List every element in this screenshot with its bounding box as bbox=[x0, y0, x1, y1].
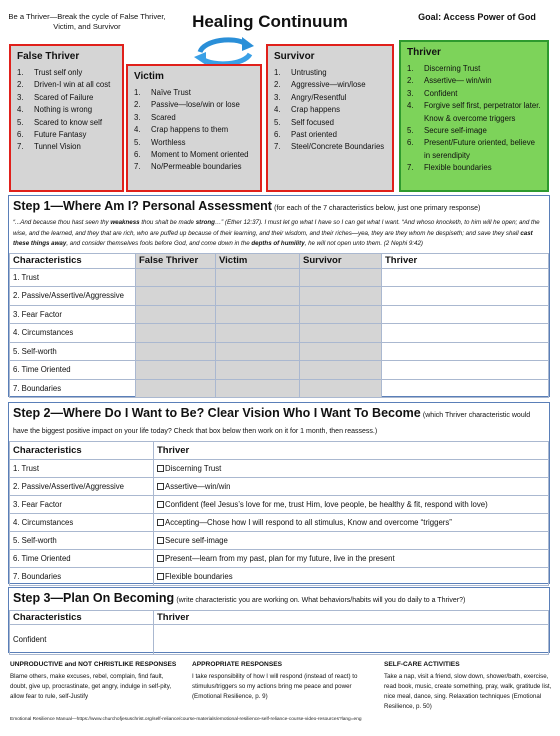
checkbox-icon[interactable] bbox=[157, 465, 164, 472]
thriver-cell[interactable] bbox=[382, 287, 549, 306]
list-item bbox=[407, 137, 541, 162]
item-number: 3. bbox=[274, 92, 281, 102]
item-number: 5. bbox=[274, 117, 281, 127]
victim-cell[interactable] bbox=[216, 268, 300, 287]
item-number: 1. bbox=[407, 64, 414, 73]
table-row bbox=[10, 287, 549, 306]
col-survivor: Survivor bbox=[300, 253, 382, 268]
step2-note: (which Thriver characteristic would have the biggest positive impact on your life today? Check that box below then work on it for 1 month, then reassess.) bbox=[13, 412, 531, 435]
thriver-list bbox=[407, 63, 541, 175]
cycle-arrows-icon bbox=[190, 32, 260, 68]
characteristic-cell: 2. Passive/Assertive/Aggressive bbox=[10, 287, 136, 306]
item-text: Crap happens bbox=[291, 105, 340, 115]
item-number: 2. bbox=[134, 100, 141, 110]
table-row bbox=[10, 514, 549, 532]
survivor-cell[interactable] bbox=[300, 379, 382, 398]
survivor-cell[interactable] bbox=[300, 287, 382, 306]
item-text: No/Permeable boundaries bbox=[151, 162, 242, 172]
survivor-cell[interactable] bbox=[300, 342, 382, 361]
item-number: 4. bbox=[134, 125, 141, 135]
list-item bbox=[407, 125, 541, 137]
item-number: 7. bbox=[407, 163, 414, 173]
false-thriver-cell[interactable] bbox=[136, 342, 216, 361]
characteristic-cell: 4. Circumstances bbox=[10, 324, 136, 343]
list-item bbox=[274, 117, 386, 129]
victim-cell[interactable] bbox=[216, 324, 300, 343]
quote-bold: weakness bbox=[110, 219, 140, 226]
survivor-title: Survivor bbox=[274, 51, 315, 62]
unproductive-responses bbox=[10, 660, 182, 702]
table-row bbox=[10, 496, 549, 514]
thriver-option-text: Secure self-image bbox=[165, 536, 228, 545]
item-number: 3. bbox=[17, 92, 24, 102]
item-text: Self focused bbox=[291, 117, 334, 127]
item-text: Untrusting bbox=[291, 68, 327, 77]
plan-thriver-input[interactable] bbox=[154, 625, 549, 655]
characteristic-cell: 6. Time Oriented bbox=[10, 550, 154, 568]
self-care-activities bbox=[384, 660, 554, 712]
self-care-title: SELF-CARE ACTIVITIES bbox=[384, 661, 460, 668]
item-number: 3. bbox=[134, 112, 141, 122]
item-number: 1. bbox=[134, 88, 141, 97]
thriver-cell[interactable] bbox=[382, 379, 549, 398]
list-item bbox=[17, 104, 116, 116]
appropriate-responses bbox=[192, 660, 372, 702]
item-text: Assertive— win/win bbox=[424, 76, 492, 86]
checkbox-icon[interactable] bbox=[157, 501, 164, 508]
item-number: 5. bbox=[407, 126, 414, 136]
characteristic-cell: 4. Circumstances bbox=[10, 514, 154, 532]
victim-cell[interactable] bbox=[216, 305, 300, 324]
item-text: Present/Future oriented, believe in serendipity bbox=[424, 138, 535, 160]
quote-bold: cast these things away bbox=[13, 229, 533, 247]
appropriate-text: I take responsibility of how I will respond (instead of react) to stimulus/triggers so my actions bring me peace and power (Emotional Resilience, p. 9) bbox=[192, 673, 358, 700]
survivor-cell[interactable] bbox=[300, 361, 382, 380]
list-item bbox=[407, 88, 541, 100]
table-row bbox=[10, 361, 549, 380]
vision-table bbox=[9, 441, 549, 586]
list-item bbox=[407, 75, 541, 87]
survivor-cell[interactable] bbox=[300, 305, 382, 324]
list-item bbox=[17, 67, 116, 79]
step3-note: (write characteristic you are working on. What behaviors/habits will you do daily to a Thriver?) bbox=[176, 597, 466, 604]
step2-section bbox=[8, 402, 550, 584]
table-row bbox=[10, 324, 549, 343]
thriver-option-text: Assertive—win/win bbox=[165, 482, 231, 491]
characteristic-cell: 1. Trust bbox=[10, 268, 136, 287]
false-thriver-title: False Thriver bbox=[17, 51, 80, 62]
item-text: Flexible boundaries bbox=[424, 163, 492, 173]
item-text: Scared to know self bbox=[34, 117, 103, 127]
item-text: Confident bbox=[424, 88, 458, 98]
characteristic-cell: 2. Passive/Assertive/Aggressive bbox=[10, 478, 154, 496]
col-characteristics: Characteristics bbox=[10, 611, 154, 625]
thriver-cell[interactable] bbox=[382, 342, 549, 361]
victim-list bbox=[134, 87, 254, 174]
list-item bbox=[17, 79, 116, 91]
table-row bbox=[10, 532, 549, 550]
item-text: Tunnel Vision bbox=[34, 142, 81, 152]
quote-text: …” (Ether 12:37). I must let go what I have so I can get what I want. “And whoso knocketh, to him will he open; and the wise, and the learned, and they that are rich, who are puffed up because of their learning, and their wisdom, and their riches—yea, they are they whom he despiseth; and save they shall bbox=[13, 219, 540, 237]
thriver-option-text: Present—learn from my past, plan for my future, live in the present bbox=[165, 554, 395, 563]
item-text: Trust self only bbox=[34, 68, 83, 77]
item-text: Moment to Moment oriented bbox=[151, 150, 249, 160]
table-row bbox=[10, 379, 549, 398]
appropriate-title: APPROPRIATE RESPONSES bbox=[192, 661, 283, 668]
list-item bbox=[407, 63, 541, 75]
list-item bbox=[134, 149, 254, 161]
survivor-cell[interactable] bbox=[300, 268, 382, 287]
characteristic-cell: 3. Fear Factor bbox=[10, 496, 154, 514]
checkbox-icon[interactable] bbox=[157, 519, 164, 526]
step1-quote bbox=[9, 218, 549, 253]
false-thriver-cell[interactable] bbox=[136, 287, 216, 306]
false-thriver-list bbox=[17, 67, 116, 154]
victim-cell[interactable] bbox=[216, 287, 300, 306]
thriver-cell[interactable] bbox=[382, 305, 549, 324]
item-number: 6. bbox=[17, 130, 24, 140]
unproductive-title: UNPRODUCTIVE and NOT CHRISTLIKE RESPONSES bbox=[10, 661, 177, 668]
quote-text: , and consider themselves fools before God, and come down in the bbox=[66, 240, 252, 247]
item-text: Nothing is wrong bbox=[34, 105, 93, 115]
page-title: Healing Continuum bbox=[192, 12, 348, 31]
item-text: Naïve Trust bbox=[151, 88, 191, 97]
col-thriver: Thriver bbox=[154, 611, 549, 625]
self-care-text: Take a nap, visit a friend, slow down, shower/bath, exercise, read book, music, create something, pray, walk, gratitude list, nice meal, dance, sing. Relaxation techniques (Emotional Resilience, p. 50) bbox=[384, 673, 552, 710]
checkbox-icon[interactable] bbox=[157, 555, 164, 562]
victim-cell[interactable] bbox=[216, 379, 300, 398]
col-false-thriver: False Thriver bbox=[136, 253, 216, 268]
thriver-option-cell bbox=[154, 568, 549, 586]
thriver-cell[interactable] bbox=[382, 268, 549, 287]
item-text: Past oriented bbox=[291, 130, 337, 140]
item-number: 1. bbox=[17, 68, 24, 77]
checkbox-icon[interactable] bbox=[157, 537, 164, 544]
item-number: 7. bbox=[274, 142, 281, 152]
list-item bbox=[407, 162, 541, 174]
survivor-list bbox=[274, 67, 386, 154]
col-thriver: Thriver bbox=[154, 442, 549, 460]
thriver-cell[interactable] bbox=[382, 361, 549, 380]
item-text: Secure self-image bbox=[424, 126, 487, 136]
false-thriver-cell[interactable] bbox=[136, 305, 216, 324]
item-text: Scared of Failure bbox=[34, 92, 94, 102]
thriver-option-cell bbox=[154, 478, 549, 496]
false-thriver-cell[interactable] bbox=[136, 324, 216, 343]
victim-box bbox=[126, 64, 262, 192]
item-text: Steel/Concrete Boundaries bbox=[291, 142, 385, 152]
item-text: Aggressive—win/lose bbox=[291, 80, 366, 90]
thriver-option-cell bbox=[154, 460, 549, 478]
victim-title: Victim bbox=[134, 71, 164, 82]
thriver-option-text: Confident (feel Jesus’s love for me, trust Him, love people, be healthy & fit, respond with love) bbox=[165, 500, 488, 509]
item-text: Angry/Resentful bbox=[291, 92, 347, 102]
item-number: 1. bbox=[274, 68, 281, 77]
item-number: 2. bbox=[407, 76, 414, 86]
table-row bbox=[10, 550, 549, 568]
item-text: Worthless bbox=[151, 137, 186, 147]
characteristic-cell: 7. Boundaries bbox=[10, 379, 136, 398]
list-item bbox=[17, 141, 116, 153]
item-number: 7. bbox=[134, 162, 141, 172]
false-thriver-cell[interactable] bbox=[136, 361, 216, 380]
plan-table bbox=[9, 610, 549, 655]
footer-source: Emotional Resilience Manual—https://www.churchofjesuschrist.org/self-reliance/course-materials/emotional-resilience-self-reliance-course-video-resources?lang=eng bbox=[10, 717, 362, 722]
item-number: 7. bbox=[17, 142, 24, 152]
list-item bbox=[274, 67, 386, 79]
quote-text: , he will not open unto them. (2 Nephi 9:42) bbox=[304, 240, 423, 247]
quote-bold: strong bbox=[195, 219, 215, 226]
item-text: Crap happens to them bbox=[151, 125, 229, 135]
false-thriver-cell[interactable] bbox=[136, 379, 216, 398]
assessment-table bbox=[9, 253, 549, 399]
false-thriver-box bbox=[9, 44, 124, 192]
false-thriver-cell[interactable] bbox=[136, 268, 216, 287]
thriver-option-text: Discerning Trust bbox=[165, 464, 222, 473]
survivor-box bbox=[266, 44, 394, 192]
survivor-cell[interactable] bbox=[300, 324, 382, 343]
item-text: Discerning Trust bbox=[424, 64, 481, 73]
step1-heading: Step 1—Where Am I? Personal Assessment bbox=[13, 199, 272, 213]
victim-cell[interactable] bbox=[216, 342, 300, 361]
characteristic-cell: 1. Trust bbox=[10, 460, 154, 478]
thriver-cell[interactable] bbox=[382, 324, 549, 343]
list-item bbox=[134, 137, 254, 149]
list-item bbox=[134, 161, 254, 173]
thriver-option-cell bbox=[154, 550, 549, 568]
step2-heading: Step 2—Where Do I Want to Be? Clear Vision Who I Want To Become bbox=[13, 406, 421, 420]
item-number: 2. bbox=[17, 80, 24, 90]
characteristic-cell: 6. Time Oriented bbox=[10, 361, 136, 380]
table-row bbox=[10, 478, 549, 496]
quote-text: thou shalt be made bbox=[139, 219, 196, 226]
item-number: 6. bbox=[274, 130, 281, 140]
item-number: 2. bbox=[274, 80, 281, 90]
step1-note: (for each of the 7 characteristics below, just one primary response) bbox=[274, 205, 481, 212]
unproductive-text: Blame others, make excuses, rebel, complain, find fault, doubt, give up, procrastinate, get angry, indulge in self-pity, allow fear to rule, self-Justify bbox=[10, 673, 172, 700]
list-item bbox=[274, 79, 386, 91]
col-victim: Victim bbox=[216, 253, 300, 268]
table-row bbox=[10, 460, 549, 478]
thriver-option-text: Flexible boundaries bbox=[165, 572, 233, 581]
item-number: 4. bbox=[17, 105, 24, 115]
thriver-option-text: Accepting—Chose how I will respond to all stimulus, Know and overcome “triggers” bbox=[165, 518, 452, 527]
thriver-option-cell bbox=[154, 532, 549, 550]
list-item bbox=[134, 112, 254, 124]
list-item bbox=[134, 99, 254, 111]
list-item bbox=[17, 117, 116, 129]
quote-bold: depths of humility bbox=[251, 240, 305, 247]
intro-text: Be a Thriver—Break the cycle of False Thriver, Victim, and Survivor bbox=[8, 12, 166, 31]
item-text: Scared bbox=[151, 112, 176, 122]
item-text: Future Fantasy bbox=[34, 130, 87, 140]
col-characteristics: Characteristics bbox=[10, 253, 136, 268]
list-item bbox=[274, 129, 386, 141]
list-item bbox=[17, 129, 116, 141]
item-text: Driven-I win at all cost bbox=[34, 80, 111, 90]
col-thriver: Thriver bbox=[382, 253, 549, 268]
item-number: 6. bbox=[407, 138, 414, 148]
step1-section bbox=[8, 195, 550, 397]
step3-section bbox=[8, 587, 550, 653]
checkbox-icon[interactable] bbox=[157, 483, 164, 490]
list-item bbox=[134, 87, 254, 99]
thriver-box bbox=[399, 40, 549, 192]
list-item bbox=[274, 92, 386, 104]
table-row bbox=[10, 625, 549, 655]
item-text: Passive—lose/win or lose bbox=[151, 100, 240, 110]
item-number: 3. bbox=[407, 88, 414, 98]
list-item bbox=[134, 124, 254, 136]
victim-cell[interactable] bbox=[216, 361, 300, 380]
table-row bbox=[10, 342, 549, 361]
item-number: 5. bbox=[17, 117, 24, 127]
item-number: 4. bbox=[407, 101, 414, 111]
step3-heading: Step 3—Plan On Becoming bbox=[13, 591, 175, 605]
characteristic-cell: 5. Self-worth bbox=[10, 532, 154, 550]
item-number: 4. bbox=[274, 105, 281, 115]
thriver-option-cell bbox=[154, 514, 549, 532]
list-item bbox=[17, 92, 116, 104]
item-number: 6. bbox=[134, 150, 141, 160]
table-row bbox=[10, 568, 549, 586]
quote-text: “...And because thou hast seen thy bbox=[13, 219, 111, 226]
table-row bbox=[10, 268, 549, 287]
list-item bbox=[274, 104, 386, 116]
characteristic-cell: 7. Boundaries bbox=[10, 568, 154, 586]
thriver-option-cell bbox=[154, 496, 549, 514]
list-item bbox=[274, 141, 386, 153]
thriver-title: Thriver bbox=[407, 47, 441, 58]
list-item bbox=[407, 100, 541, 125]
plan-characteristic[interactable]: Confident bbox=[10, 625, 154, 655]
characteristic-cell: 5. Self-worth bbox=[10, 342, 136, 361]
characteristic-cell: 3. Fear Factor bbox=[10, 305, 136, 324]
table-row bbox=[10, 305, 549, 324]
item-text: Forgive self first, perpetrator later. Know & overcome triggers bbox=[424, 101, 541, 123]
checkbox-icon[interactable] bbox=[157, 573, 164, 580]
goal-text: Goal: Access Power of God bbox=[418, 12, 536, 22]
col-characteristics: Characteristics bbox=[10, 442, 154, 460]
item-number: 5. bbox=[134, 137, 141, 147]
